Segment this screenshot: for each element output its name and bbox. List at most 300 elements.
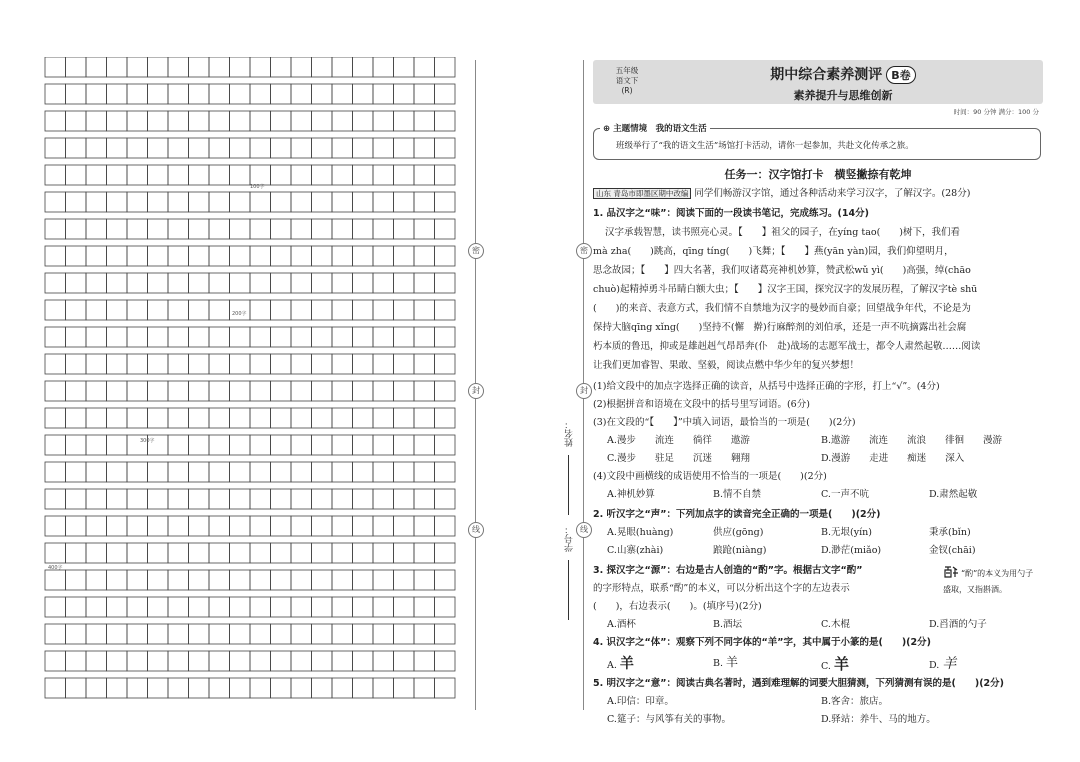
grid-cell[interactable] bbox=[209, 543, 230, 563]
grid-cell[interactable] bbox=[209, 408, 230, 428]
q3-option-c[interactable]: C.木棍 bbox=[821, 619, 850, 630]
grid-cell[interactable] bbox=[148, 165, 169, 185]
grid-cell[interactable] bbox=[435, 111, 456, 131]
grid-cell[interactable] bbox=[312, 462, 333, 482]
grid-cell[interactable] bbox=[168, 354, 189, 374]
grid-cell[interactable] bbox=[332, 516, 353, 536]
grid-cell[interactable] bbox=[168, 300, 189, 320]
grid-cell[interactable] bbox=[332, 381, 353, 401]
grid-cell[interactable] bbox=[45, 84, 66, 104]
grid-cell[interactable] bbox=[394, 273, 415, 293]
grid-cell[interactable] bbox=[332, 246, 353, 266]
grid-cell[interactable] bbox=[332, 192, 353, 212]
q1-sub4-option-c[interactable]: C.一声不吭 bbox=[821, 489, 869, 500]
grid-cell[interactable] bbox=[332, 678, 353, 698]
grid-cell[interactable] bbox=[291, 219, 312, 239]
grid-cell[interactable] bbox=[189, 516, 210, 536]
grid-cell[interactable] bbox=[332, 111, 353, 131]
grid-cell[interactable] bbox=[312, 138, 333, 158]
grid-cell[interactable] bbox=[45, 219, 66, 239]
grid-cell[interactable] bbox=[250, 111, 271, 131]
grid-cell[interactable] bbox=[373, 57, 394, 77]
grid-cell[interactable] bbox=[312, 57, 333, 77]
grid-cell[interactable] bbox=[189, 597, 210, 617]
grid-cell[interactable] bbox=[394, 543, 415, 563]
grid-cell[interactable] bbox=[435, 624, 456, 644]
grid-cell[interactable] bbox=[291, 300, 312, 320]
grid-cell[interactable] bbox=[271, 57, 292, 77]
grid-cell[interactable] bbox=[168, 246, 189, 266]
grid-cell[interactable] bbox=[168, 219, 189, 239]
grid-cell[interactable] bbox=[394, 165, 415, 185]
grid-cell[interactable] bbox=[271, 138, 292, 158]
grid-cell[interactable] bbox=[250, 435, 271, 455]
grid-cell[interactable] bbox=[127, 138, 148, 158]
grid-cell[interactable] bbox=[86, 246, 107, 266]
grid-cell[interactable] bbox=[127, 381, 148, 401]
q1-sub4-option-a[interactable]: A.神机妙算 bbox=[607, 489, 655, 500]
grid-cell[interactable] bbox=[414, 516, 435, 536]
grid-cell[interactable] bbox=[373, 84, 394, 104]
grid-cell[interactable] bbox=[66, 543, 87, 563]
grid-cell[interactable] bbox=[291, 435, 312, 455]
grid-cell[interactable] bbox=[148, 219, 169, 239]
grid-cell[interactable] bbox=[45, 462, 66, 482]
grid-cell[interactable] bbox=[230, 624, 251, 644]
grid-cell[interactable] bbox=[189, 219, 210, 239]
grid-cell[interactable] bbox=[230, 543, 251, 563]
grid-cell[interactable] bbox=[148, 138, 169, 158]
grid-cell[interactable] bbox=[148, 543, 169, 563]
grid-cell[interactable] bbox=[189, 435, 210, 455]
grid-cell[interactable] bbox=[107, 408, 128, 428]
grid-cell[interactable] bbox=[394, 192, 415, 212]
grid-cell[interactable] bbox=[148, 678, 169, 698]
grid-cell[interactable] bbox=[209, 516, 230, 536]
grid-cell[interactable] bbox=[435, 570, 456, 590]
grid-cell[interactable] bbox=[271, 678, 292, 698]
grid-cell[interactable] bbox=[414, 462, 435, 482]
q4-option-d[interactable]: D. 羊 bbox=[929, 656, 957, 672]
grid-cell[interactable] bbox=[168, 57, 189, 77]
grid-cell[interactable] bbox=[291, 57, 312, 77]
grid-cell[interactable] bbox=[435, 246, 456, 266]
grid-cell[interactable] bbox=[435, 408, 456, 428]
grid-cell[interactable] bbox=[189, 381, 210, 401]
grid-cell[interactable] bbox=[230, 327, 251, 347]
grid-cell[interactable] bbox=[373, 597, 394, 617]
grid-cell[interactable] bbox=[45, 111, 66, 131]
q2-option-d-1[interactable]: D.渺茫(miǎo) bbox=[821, 545, 882, 556]
grid-cell[interactable] bbox=[312, 273, 333, 293]
grid-cell[interactable] bbox=[271, 624, 292, 644]
grid-cell[interactable] bbox=[127, 219, 148, 239]
grid-cell[interactable] bbox=[271, 327, 292, 347]
grid-cell[interactable] bbox=[107, 597, 128, 617]
grid-cell[interactable] bbox=[271, 516, 292, 536]
grid-cell[interactable] bbox=[107, 462, 128, 482]
grid-cell[interactable] bbox=[168, 651, 189, 671]
grid-cell[interactable] bbox=[250, 381, 271, 401]
grid-cell[interactable] bbox=[332, 327, 353, 347]
grid-cell[interactable] bbox=[230, 84, 251, 104]
grid-cell[interactable] bbox=[66, 381, 87, 401]
grid-cell[interactable] bbox=[332, 543, 353, 563]
grid-cell[interactable] bbox=[394, 354, 415, 374]
grid-cell[interactable] bbox=[230, 462, 251, 482]
grid-cell[interactable] bbox=[291, 462, 312, 482]
grid-cell[interactable] bbox=[271, 84, 292, 104]
grid-cell[interactable] bbox=[291, 651, 312, 671]
grid-cell[interactable] bbox=[291, 327, 312, 347]
grid-cell[interactable] bbox=[209, 246, 230, 266]
grid-cell[interactable] bbox=[168, 165, 189, 185]
grid-cell[interactable] bbox=[414, 354, 435, 374]
grid-cell[interactable] bbox=[168, 111, 189, 131]
grid-cell[interactable] bbox=[189, 84, 210, 104]
grid-cell[interactable] bbox=[189, 489, 210, 509]
grid-cell[interactable] bbox=[312, 435, 333, 455]
grid-cell[interactable] bbox=[189, 111, 210, 131]
grid-cell[interactable] bbox=[271, 651, 292, 671]
grid-cell[interactable] bbox=[373, 192, 394, 212]
grid-cell[interactable] bbox=[45, 273, 66, 293]
q3-option-a[interactable]: A.酒杯 bbox=[607, 619, 636, 630]
grid-cell[interactable] bbox=[394, 651, 415, 671]
grid-cell[interactable] bbox=[189, 57, 210, 77]
grid-cell[interactable] bbox=[312, 192, 333, 212]
grid-cell[interactable] bbox=[353, 408, 374, 428]
grid-cell[interactable] bbox=[230, 192, 251, 212]
grid-cell[interactable] bbox=[127, 678, 148, 698]
grid-cell[interactable] bbox=[45, 408, 66, 428]
grid-cell[interactable] bbox=[414, 57, 435, 77]
grid-cell[interactable] bbox=[291, 138, 312, 158]
grid-cell[interactable] bbox=[189, 651, 210, 671]
grid-cell[interactable] bbox=[250, 219, 271, 239]
q1-sub3-option-a[interactable]: A.漫步 流连 徜徉 遨游 bbox=[607, 435, 750, 446]
grid-cell[interactable] bbox=[394, 57, 415, 77]
grid-cell[interactable] bbox=[45, 192, 66, 212]
grid-cell[interactable] bbox=[66, 462, 87, 482]
grid-cell[interactable] bbox=[148, 570, 169, 590]
grid-cell[interactable] bbox=[250, 192, 271, 212]
grid-cell[interactable] bbox=[127, 462, 148, 482]
q2-option-a-1[interactable]: A.晃眼(huàng) bbox=[607, 527, 674, 538]
grid-cell[interactable] bbox=[271, 435, 292, 455]
grid-cell[interactable] bbox=[45, 624, 66, 644]
grid-cell[interactable] bbox=[230, 408, 251, 428]
grid-cell[interactable] bbox=[414, 219, 435, 239]
grid-cell[interactable] bbox=[209, 570, 230, 590]
grid-cell[interactable] bbox=[107, 678, 128, 698]
grid-cell[interactable] bbox=[86, 435, 107, 455]
grid-cell[interactable] bbox=[373, 300, 394, 320]
grid-cell[interactable] bbox=[107, 192, 128, 212]
grid-cell[interactable] bbox=[353, 435, 374, 455]
grid-cell[interactable] bbox=[332, 354, 353, 374]
grid-cell[interactable] bbox=[414, 84, 435, 104]
grid-cell[interactable] bbox=[66, 192, 87, 212]
grid-cell[interactable] bbox=[291, 408, 312, 428]
grid-cell[interactable] bbox=[414, 597, 435, 617]
grid-cell[interactable] bbox=[86, 570, 107, 590]
grid-cell[interactable] bbox=[66, 219, 87, 239]
grid-cell[interactable] bbox=[435, 57, 456, 77]
grid-cell[interactable] bbox=[209, 462, 230, 482]
q4-option-a[interactable]: A. 羊 bbox=[607, 656, 634, 672]
grid-cell[interactable] bbox=[353, 624, 374, 644]
grid-cell[interactable] bbox=[45, 246, 66, 266]
grid-cell[interactable] bbox=[86, 678, 107, 698]
grid-cell[interactable] bbox=[107, 489, 128, 509]
grid-cell[interactable] bbox=[332, 57, 353, 77]
grid-cell[interactable] bbox=[373, 435, 394, 455]
grid-cell[interactable] bbox=[86, 543, 107, 563]
grid-cell[interactable] bbox=[107, 138, 128, 158]
grid-cell[interactable] bbox=[373, 543, 394, 563]
grid-cell[interactable] bbox=[148, 354, 169, 374]
grid-cell[interactable] bbox=[86, 489, 107, 509]
grid-cell[interactable] bbox=[291, 678, 312, 698]
grid-cell[interactable] bbox=[168, 408, 189, 428]
student-id-line[interactable] bbox=[568, 560, 569, 620]
grid-cell[interactable] bbox=[148, 84, 169, 104]
grid-cell[interactable] bbox=[291, 489, 312, 509]
grid-cell[interactable] bbox=[230, 489, 251, 509]
grid-cell[interactable] bbox=[66, 273, 87, 293]
grid-cell[interactable] bbox=[373, 138, 394, 158]
grid-cell[interactable] bbox=[107, 624, 128, 644]
grid-cell[interactable] bbox=[230, 678, 251, 698]
grid-cell[interactable] bbox=[373, 246, 394, 266]
grid-cell[interactable] bbox=[414, 327, 435, 347]
grid-cell[interactable] bbox=[373, 624, 394, 644]
grid-cell[interactable] bbox=[414, 435, 435, 455]
q1-sub3-option-b[interactable]: B.遨游 流连 流浪 徘徊 漫游 bbox=[821, 435, 1003, 446]
grid-cell[interactable] bbox=[312, 543, 333, 563]
grid-cell[interactable] bbox=[271, 300, 292, 320]
grid-cell[interactable] bbox=[86, 327, 107, 347]
grid-cell[interactable] bbox=[127, 111, 148, 131]
grid-cell[interactable] bbox=[353, 219, 374, 239]
grid-cell[interactable] bbox=[127, 543, 148, 563]
grid-cell[interactable] bbox=[148, 651, 169, 671]
grid-cell[interactable] bbox=[250, 354, 271, 374]
grid-cell[interactable] bbox=[168, 516, 189, 536]
grid-cell[interactable] bbox=[107, 300, 128, 320]
grid-cell[interactable] bbox=[45, 381, 66, 401]
grid-cell[interactable] bbox=[394, 381, 415, 401]
grid-cell[interactable] bbox=[291, 354, 312, 374]
q2-option-b[interactable]: B.无垠(yín) bbox=[821, 527, 872, 538]
grid-cell[interactable] bbox=[353, 165, 374, 185]
grid-cell[interactable] bbox=[107, 327, 128, 347]
grid-cell[interactable] bbox=[435, 84, 456, 104]
grid-cell[interactable] bbox=[66, 57, 87, 77]
grid-cell[interactable] bbox=[414, 570, 435, 590]
grid-cell[interactable] bbox=[189, 624, 210, 644]
grid-cell[interactable] bbox=[353, 192, 374, 212]
grid-cell[interactable] bbox=[332, 462, 353, 482]
grid-cell[interactable] bbox=[250, 408, 271, 428]
q5-option-d[interactable]: D.驿站：养牛、马的地方。 bbox=[821, 714, 936, 725]
grid-cell[interactable] bbox=[435, 678, 456, 698]
grid-cell[interactable] bbox=[168, 543, 189, 563]
grid-cell[interactable] bbox=[414, 273, 435, 293]
grid-cell[interactable] bbox=[45, 570, 66, 590]
grid-cell[interactable] bbox=[414, 624, 435, 644]
grid-cell[interactable] bbox=[189, 300, 210, 320]
grid-cell[interactable] bbox=[312, 678, 333, 698]
grid-cell[interactable] bbox=[189, 138, 210, 158]
grid-cell[interactable] bbox=[332, 570, 353, 590]
grid-cell[interactable] bbox=[66, 138, 87, 158]
grid-cell[interactable] bbox=[414, 246, 435, 266]
grid-cell[interactable] bbox=[353, 84, 374, 104]
grid-cell[interactable] bbox=[312, 597, 333, 617]
grid-cell[interactable] bbox=[209, 192, 230, 212]
grid-cell[interactable] bbox=[209, 354, 230, 374]
grid-cell[interactable] bbox=[353, 111, 374, 131]
grid-cell[interactable] bbox=[127, 300, 148, 320]
grid-cell[interactable] bbox=[209, 300, 230, 320]
grid-cell[interactable] bbox=[353, 516, 374, 536]
grid-cell[interactable] bbox=[291, 516, 312, 536]
grid-cell[interactable] bbox=[148, 597, 169, 617]
grid-cell[interactable] bbox=[353, 381, 374, 401]
grid-cell[interactable] bbox=[86, 516, 107, 536]
grid-cell[interactable] bbox=[332, 165, 353, 185]
grid-cell[interactable] bbox=[435, 192, 456, 212]
grid-cell[interactable] bbox=[86, 138, 107, 158]
grid-cell[interactable] bbox=[271, 165, 292, 185]
grid-cell[interactable] bbox=[435, 273, 456, 293]
grid-cell[interactable] bbox=[414, 111, 435, 131]
grid-cell[interactable] bbox=[312, 354, 333, 374]
grid-cell[interactable] bbox=[189, 273, 210, 293]
grid-cell[interactable] bbox=[435, 327, 456, 347]
grid-cell[interactable] bbox=[45, 300, 66, 320]
grid-cell[interactable] bbox=[332, 408, 353, 428]
grid-cell[interactable] bbox=[373, 273, 394, 293]
grid-cell[interactable] bbox=[394, 462, 415, 482]
grid-cell[interactable] bbox=[230, 219, 251, 239]
grid-cell[interactable] bbox=[332, 84, 353, 104]
grid-cell[interactable] bbox=[45, 543, 66, 563]
grid-cell[interactable] bbox=[373, 327, 394, 347]
grid-cell[interactable] bbox=[271, 408, 292, 428]
grid-cell[interactable] bbox=[353, 489, 374, 509]
grid-cell[interactable] bbox=[291, 165, 312, 185]
grid-cell[interactable] bbox=[414, 300, 435, 320]
grid-cell[interactable] bbox=[66, 327, 87, 347]
grid-cell[interactable] bbox=[66, 570, 87, 590]
grid-cell[interactable] bbox=[373, 651, 394, 671]
grid-cell[interactable] bbox=[107, 111, 128, 131]
grid-cell[interactable] bbox=[250, 624, 271, 644]
q1-sub3-option-c[interactable]: C.漫步 驻足 沉迷 翱翔 bbox=[607, 453, 750, 464]
grid-cell[interactable] bbox=[168, 138, 189, 158]
grid-cell[interactable] bbox=[209, 57, 230, 77]
grid-cell[interactable] bbox=[435, 462, 456, 482]
grid-cell[interactable] bbox=[353, 246, 374, 266]
grid-cell[interactable] bbox=[250, 165, 271, 185]
q5-option-b[interactable]: B.客舍：旅店。 bbox=[821, 696, 889, 707]
grid-cell[interactable] bbox=[291, 570, 312, 590]
grid-cell[interactable] bbox=[332, 489, 353, 509]
grid-cell[interactable] bbox=[250, 273, 271, 293]
grid-cell[interactable] bbox=[86, 165, 107, 185]
grid-cell[interactable] bbox=[271, 381, 292, 401]
grid-cell[interactable] bbox=[250, 138, 271, 158]
grid-cell[interactable] bbox=[189, 543, 210, 563]
grid-cell[interactable] bbox=[271, 462, 292, 482]
grid-cell[interactable] bbox=[291, 111, 312, 131]
grid-cell[interactable] bbox=[394, 111, 415, 131]
grid-cell[interactable] bbox=[271, 192, 292, 212]
grid-cell[interactable] bbox=[148, 111, 169, 131]
grid-cell[interactable] bbox=[414, 678, 435, 698]
grid-cell[interactable] bbox=[127, 57, 148, 77]
grid-cell[interactable] bbox=[394, 327, 415, 347]
grid-cell[interactable] bbox=[271, 246, 292, 266]
grid-cell[interactable] bbox=[353, 462, 374, 482]
grid-cell[interactable] bbox=[107, 273, 128, 293]
grid-cell[interactable] bbox=[394, 300, 415, 320]
grid-cell[interactable] bbox=[107, 516, 128, 536]
grid-cell[interactable] bbox=[45, 138, 66, 158]
grid-cell[interactable] bbox=[291, 273, 312, 293]
grid-cell[interactable] bbox=[250, 327, 271, 347]
grid-cell[interactable] bbox=[230, 138, 251, 158]
grid-cell[interactable] bbox=[353, 570, 374, 590]
grid-cell[interactable] bbox=[86, 624, 107, 644]
grid-cell[interactable] bbox=[435, 651, 456, 671]
grid-cell[interactable] bbox=[189, 354, 210, 374]
grid-cell[interactable] bbox=[148, 624, 169, 644]
grid-cell[interactable] bbox=[209, 381, 230, 401]
grid-cell[interactable] bbox=[250, 597, 271, 617]
grid-cell[interactable] bbox=[271, 219, 292, 239]
grid-cell[interactable] bbox=[332, 624, 353, 644]
grid-cell[interactable] bbox=[148, 381, 169, 401]
grid-cell[interactable] bbox=[209, 327, 230, 347]
grid-cell[interactable] bbox=[168, 489, 189, 509]
grid-cell[interactable] bbox=[86, 408, 107, 428]
grid-cell[interactable] bbox=[312, 327, 333, 347]
grid-cell[interactable] bbox=[86, 597, 107, 617]
grid-cell[interactable] bbox=[373, 111, 394, 131]
grid-cell[interactable] bbox=[209, 489, 230, 509]
grid-cell[interactable] bbox=[373, 570, 394, 590]
grid-cell[interactable] bbox=[312, 624, 333, 644]
grid-cell[interactable] bbox=[168, 84, 189, 104]
grid-cell[interactable] bbox=[353, 543, 374, 563]
grid-cell[interactable] bbox=[353, 597, 374, 617]
grid-cell[interactable] bbox=[86, 219, 107, 239]
grid-cell[interactable] bbox=[353, 57, 374, 77]
grid-cell[interactable] bbox=[127, 516, 148, 536]
grid-cell[interactable] bbox=[168, 192, 189, 212]
grid-cell[interactable] bbox=[291, 381, 312, 401]
grid-cell[interactable] bbox=[107, 219, 128, 239]
grid-cell[interactable] bbox=[127, 489, 148, 509]
grid-cell[interactable] bbox=[332, 138, 353, 158]
grid-cell[interactable] bbox=[168, 597, 189, 617]
grid-cell[interactable] bbox=[209, 165, 230, 185]
grid-cell[interactable] bbox=[291, 624, 312, 644]
